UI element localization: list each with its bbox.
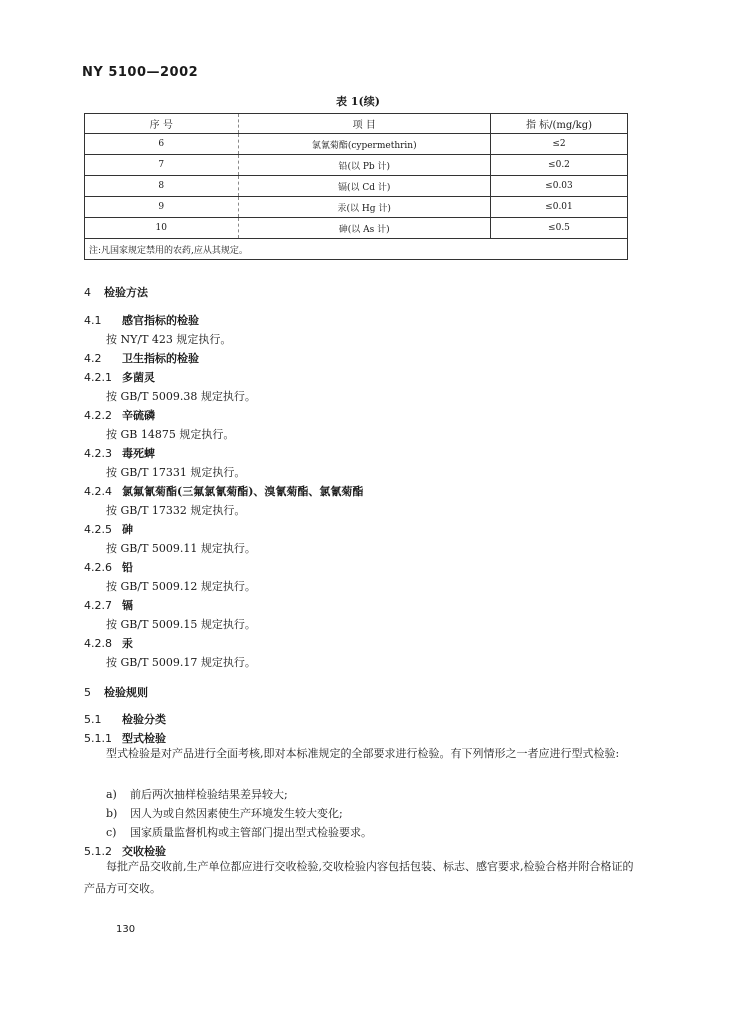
section-4-2-5-heading <box>84 521 133 537</box>
section-4-2-8-text: 按 GB/T 5009.17 规定执行。 <box>106 656 256 669</box>
list-item <box>106 786 288 802</box>
limits-table <box>84 113 628 260</box>
section-number: 5.1.2 <box>84 845 112 858</box>
section-number: 4.2.5 <box>84 523 112 536</box>
list-marker: a) <box>106 788 117 801</box>
section-4-2-heading <box>84 350 199 366</box>
section-title: 多菌灵 <box>122 371 155 384</box>
page-number: 130 <box>116 924 136 935</box>
section-number: 4.2.7 <box>84 599 112 612</box>
section-4-1-heading <box>84 312 199 328</box>
section-number: 4.2.3 <box>84 447 112 460</box>
cell-item: 砷(以 As 计) <box>238 218 490 239</box>
table-note-row <box>85 239 628 260</box>
section-4-2-4-text: 按 GB/T 17332 规定执行。 <box>106 504 246 517</box>
cell-item: 氯氰菊酯(cypermethrin) <box>238 134 490 155</box>
list-text: 因人为或自然因素使生产环境发生较大变化; <box>130 807 343 820</box>
section-title: 镉 <box>122 599 133 612</box>
cell-item: 汞(以 Hg 计) <box>238 197 490 218</box>
section-5-1-heading <box>84 711 166 727</box>
section-4-1-text: 按 NY/T 423 规定执行。 <box>106 333 232 346</box>
section-5-1-2-text: 每批产品交收前,生产单位都应进行交收检验,交收检验内容包括包装、标志、感官要求,检验合格并附合格证的产品方可交收。 <box>84 860 634 895</box>
section-4-2-6-heading <box>84 559 133 575</box>
section-title: 检验方法 <box>104 286 148 299</box>
section-title: 辛硫磷 <box>122 409 155 422</box>
standard-code: NY 5100—2002 <box>82 65 199 80</box>
section-4-2-3-heading <box>84 445 155 461</box>
list-item <box>106 805 343 821</box>
section-title: 型式检验 <box>122 732 166 745</box>
cell-limit: ≤0.2 <box>490 155 627 176</box>
section-title: 检验规则 <box>104 686 148 699</box>
cell-no: 9 <box>85 197 239 218</box>
cell-limit: ≤0.01 <box>490 197 627 218</box>
section-number: 4.2 <box>84 352 102 365</box>
list-item <box>106 824 372 840</box>
table-row <box>85 197 628 218</box>
section-number: 5.1.1 <box>84 732 112 745</box>
cell-no: 8 <box>85 176 239 197</box>
section-4-2-4-heading <box>84 483 363 499</box>
cell-limit: ≤0.5 <box>490 218 627 239</box>
section-number: 5 <box>84 686 91 699</box>
col-header-no: 序 号 <box>85 114 239 134</box>
section-title: 感官指标的检验 <box>122 314 199 327</box>
section-title: 交收检验 <box>122 845 166 858</box>
table-caption: 表 1(续) <box>336 95 380 108</box>
list-marker: b) <box>106 807 118 820</box>
section-5-heading <box>84 684 148 700</box>
section-number: 4.2.4 <box>84 485 112 498</box>
cell-item: 镉(以 Cd 计) <box>238 176 490 197</box>
section-title: 砷 <box>122 523 133 536</box>
cell-no: 6 <box>85 134 239 155</box>
cell-limit: ≤2 <box>490 134 627 155</box>
table-row <box>85 176 628 197</box>
cell-limit: ≤0.03 <box>490 176 627 197</box>
section-title: 氯氟氰菊酯(三氟氯氰菊酯)、溴氰菊酯、氯氰菊酯 <box>122 485 364 498</box>
section-number: 4.1 <box>84 314 102 327</box>
section-number: 4 <box>84 286 91 299</box>
section-title: 卫生指标的检验 <box>122 352 199 365</box>
table-header-row <box>85 114 628 134</box>
table-note: 注:凡国家规定禁用的农药,应从其规定。 <box>85 239 628 260</box>
section-title: 铅 <box>122 561 133 574</box>
section-4-2-2-heading <box>84 407 155 423</box>
section-4-heading <box>84 284 148 300</box>
col-header-limit: 指 标/(mg/kg) <box>490 114 627 134</box>
section-title: 毒死蜱 <box>122 447 155 460</box>
cell-no: 7 <box>85 155 239 176</box>
section-4-2-1-heading <box>84 369 155 385</box>
section-number: 4.2.6 <box>84 561 112 574</box>
cell-item: 铅(以 Pb 计) <box>238 155 490 176</box>
table-row <box>85 218 628 239</box>
list-text: 前后两次抽样检验结果差异较大; <box>130 788 288 801</box>
section-4-2-3-text: 按 GB/T 17331 规定执行。 <box>106 466 246 479</box>
table-row <box>85 134 628 155</box>
cell-no: 10 <box>85 218 239 239</box>
section-4-2-1-text: 按 GB/T 5009.38 规定执行。 <box>106 390 256 403</box>
list-marker: c) <box>106 826 117 839</box>
section-4-2-5-text: 按 GB/T 5009.11 规定执行。 <box>106 542 256 555</box>
section-number: 5.1 <box>84 713 102 726</box>
section-number: 4.2.2 <box>84 409 112 422</box>
section-number: 4.2.1 <box>84 371 112 384</box>
section-number: 4.2.8 <box>84 637 112 650</box>
section-4-2-8-heading <box>84 635 133 651</box>
section-title: 检验分类 <box>122 713 166 726</box>
section-4-2-2-text: 按 GB 14875 规定执行。 <box>106 428 235 441</box>
section-title: 汞 <box>122 637 133 650</box>
section-4-2-7-text: 按 GB/T 5009.15 规定执行。 <box>106 618 256 631</box>
section-5-1-1-text: 型式检验是对产品进行全面考核,即对本标准规定的全部要求进行检验。有下列情形之一者应进行型式检验: <box>106 747 620 760</box>
section-4-2-7-heading <box>84 597 133 613</box>
section-4-2-6-text: 按 GB/T 5009.12 规定执行。 <box>106 580 256 593</box>
list-text: 国家质量监督机构或主管部门提出型式检验要求。 <box>130 826 372 839</box>
table-row <box>85 155 628 176</box>
col-header-item: 项 目 <box>238 114 490 134</box>
